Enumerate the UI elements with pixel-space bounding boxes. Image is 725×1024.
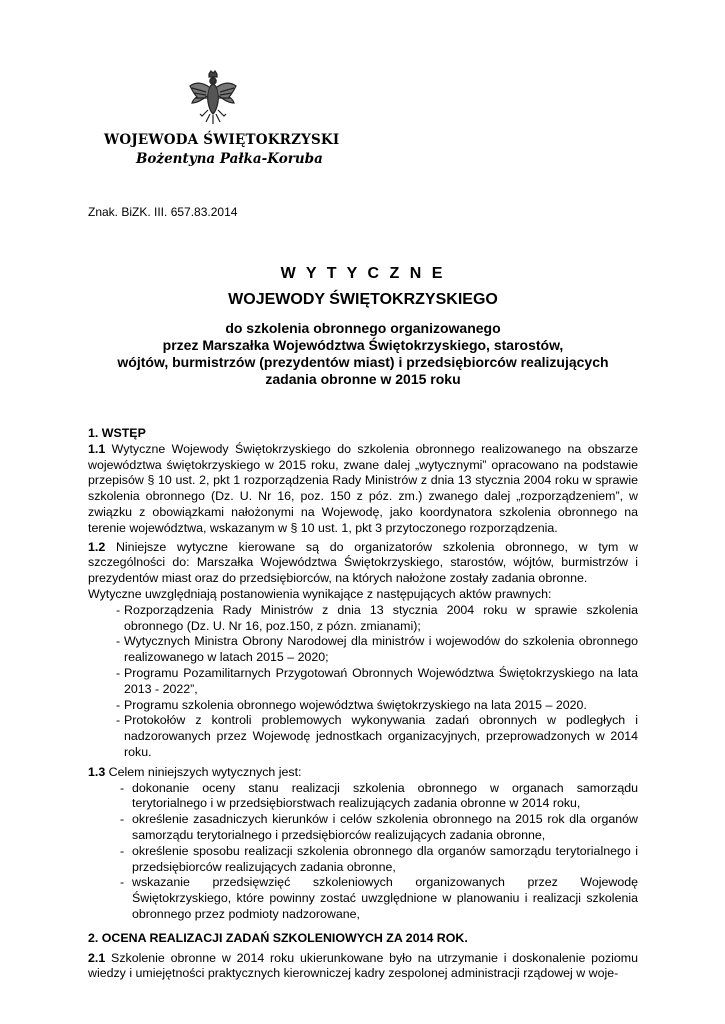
- document-subtitle: [88, 320, 638, 388]
- subtitle-line: przez Marszałka Województwa Świętokrzyskiego, starostów,: [162, 337, 564, 353]
- list-item: - Programu Pozamilitarnych Przygotowań Obronnych Województwa Świętokrzyskiego na lata 2013 - 2022”,: [116, 665, 638, 696]
- paragraph-2-1: [88, 951, 638, 983]
- goals-list: [88, 781, 638, 923]
- eagle-emblem-icon: [188, 70, 238, 126]
- section-heading: 2. OCENA REALIZACJI ZADAŃ SZKOLENIOWYCH ZA 2014 ROK.: [88, 930, 468, 945]
- list-item: - dokonanie oceny stanu realizacji szkolenia obronnego w organach samorządu terytorialnego i w przedsiębiorstwach realizujących zadania obronne w 2014 roku,: [120, 780, 638, 811]
- list-item: - określenie sposobu realizacji szkolenia obronnego dla organów samorządu terytorialnego i przedsiębiorców realizujących zadania obronne,: [120, 843, 638, 874]
- paragraph-number: 1.3: [88, 764, 106, 779]
- list-item: - Protokołów z kontroli problemowych wykonywania zadań obronnych w podległych i nadzorowanych przez Wojewodę jednostkach organizacyjnych, przeprowadzonych w 2014 roku.: [116, 713, 638, 759]
- paragraph-1-1: [88, 442, 638, 537]
- paragraph-text: Wytyczne Wojewody Świętokrzyskiego do szkolenia obronnego realizowanego na obszarze województwa świętokrzyskiego w 2015 roku, zwane dalej „wytycznymi” opracowano na podstawie przepisów § 10 ust. 2, pkt 1 rozporządzenia Rady Ministrów z dnia 13 stycznia 2004 roku w sprawie szkolenia obronnego (Dz. U. Nr 16, poz. 150 z póz. zm.) zwanego dalej „rozporządzeniem”, w związku z obowiązkami nałożonymi na Wojewodę, jako koordynatora szkolenia obronnego na terenie województwa, wskazanym w § 10 ust. 1, pkt 3 przytoczonego rozporządzenia.: [88, 441, 638, 535]
- list-item: - określenie zasadniczych kierunków i celów szkolenia obronnego na 2015 rok dla organów samorządu terytorialnego i przedsiębiorców realizujących zadania obronne,: [120, 812, 638, 842]
- list-item: - Programu szkolenia obronnego województwa świętokrzyskiego na lata 2015 – 2020.: [116, 697, 587, 712]
- legal-acts-list: [88, 603, 638, 761]
- subtitle-line: wójtów, burmistrzów (prezydentów miast) i przedsiębiorców realizujących: [117, 354, 609, 370]
- paragraph-text: Celem niniejszych wytycznych jest:: [105, 764, 302, 779]
- paragraph-text: Szkolenie obronne w 2014 roku ukierunkowane było na utrzymanie i doskonalenie poziomu wiedzy i umiejętności praktycznych kierowniczej kadry zespolonej administracji rządowej w woje-: [88, 950, 638, 981]
- document-body: [88, 426, 638, 982]
- document-title-issuer: WOJEWODY ŚWIĘTOKRZYSKIEGO: [228, 291, 498, 308]
- subtitle-line: do szkolenia obronnego organizowanego: [225, 320, 501, 336]
- document-title-block: [88, 264, 638, 388]
- paragraph-number: 1.2: [88, 539, 106, 554]
- issuer-block: [104, 132, 339, 167]
- paragraph-number: 1.1: [88, 441, 106, 456]
- list-item: - Wytycznych Ministra Obrony Narodowej dla ministrów i wojewodów do szkolenia obronnego realizowanego w latach 2015 – 2020;: [116, 634, 638, 665]
- section-heading: 1. WSTĘP: [88, 426, 146, 440]
- issuer-person: Bożentyna Pałka-Koruba: [136, 151, 323, 167]
- document-title: W Y T Y C Z N E: [280, 265, 446, 282]
- list-item: - wskazanie przedsięwzięć szkoleniowych organizowanych przez Wojewodę Świętokrzyskiego, które powinny zostać uwzględnione w planowaniu i realizacji szkolenia obronnego przez podmioty nadzorowane,: [120, 875, 638, 921]
- list-item: - Rozporządzenia Rady Ministrów z dnia 13 stycznia 2004 roku w sprawie szkolenia obronnego (Dz. U. Nr 16, poz.150, z pózn. zmianami);: [116, 602, 638, 633]
- paragraph-1-3: [88, 765, 638, 781]
- paragraph-1-2: [88, 540, 638, 587]
- reference-number: Znak. BiZK. III. 657.83.2014: [88, 205, 238, 219]
- paragraph-number: 2.1: [88, 950, 106, 965]
- subtitle-line: zadania obronne w 2015 roku: [265, 371, 461, 387]
- acts-lead: Wytyczne uwzględniają postanowienia wynikające z następujących aktów prawnych:: [88, 586, 552, 601]
- paragraph-text: Niniejsze wytyczne kierowane są do organizatorów szkolenia obronnego, w tym w szczególności do: Marszałka Województwa Świętokrzyskiego, starostów, wójtów, burmistrzów i prezydentów miast oraz do przedsiębiorców, na których nałożone zostały zadania obronne.: [88, 539, 638, 586]
- issuer-office: WOJEWODA ŚWIĘTOKRZYSKI: [104, 132, 340, 148]
